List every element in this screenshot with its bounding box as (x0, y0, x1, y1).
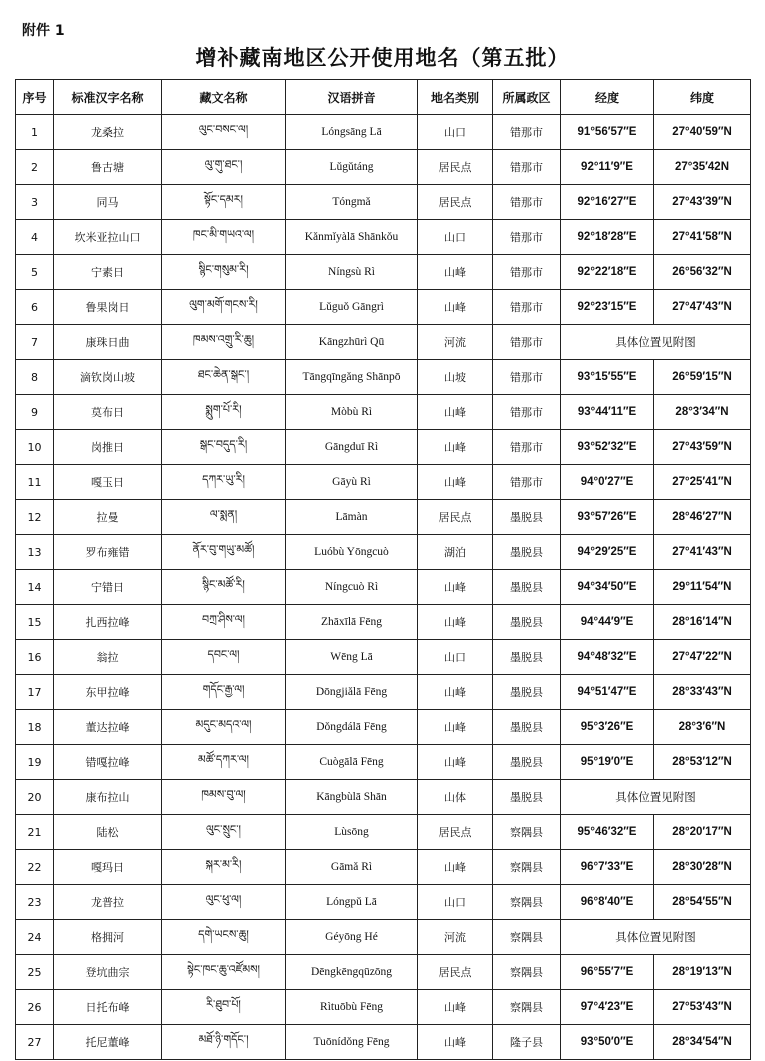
pinyin-cell: Luóbù Yōngcuò (286, 535, 418, 570)
latitude-cell: 26°56′32″N (654, 255, 751, 290)
longitude-cell: 94°48′32″E (561, 640, 654, 675)
pinyin-cell: Dōngjiǎlā Fēng (286, 675, 418, 710)
tibetan-name-cell: སྨུག་པོ་རི། (162, 395, 286, 430)
table-row (16, 360, 751, 395)
chinese-name-cell: 嘎玉日 (54, 465, 162, 500)
longitude-cell: 95°19′0″E (561, 745, 654, 780)
table-row (16, 255, 751, 290)
category-cell: 居民点 (418, 955, 493, 990)
row-number: 13 (16, 535, 54, 570)
category-cell: 山峰 (418, 465, 493, 500)
longitude-cell: 97°4′23″E (561, 990, 654, 1025)
category-cell: 山峰 (418, 710, 493, 745)
table-row (16, 150, 751, 185)
admin-region-cell: 察隅县 (493, 955, 561, 990)
category-cell: 河流 (418, 920, 493, 955)
admin-region-cell: 墨脱县 (493, 535, 561, 570)
table-row (16, 535, 751, 570)
pinyin-cell: Lùsōng (286, 815, 418, 850)
admin-region-cell: 错那市 (493, 220, 561, 255)
latitude-cell: 28°3′6″N (654, 710, 751, 745)
category-cell: 山峰 (418, 850, 493, 885)
admin-region-cell: 隆子县 (493, 1025, 561, 1060)
chinese-name-cell: 莫布日 (54, 395, 162, 430)
table-row (16, 115, 751, 150)
admin-region-cell: 察隅县 (493, 920, 561, 955)
table-row (16, 325, 751, 360)
table-row (16, 990, 751, 1025)
header-longitude: 经度 (561, 80, 654, 115)
table-row (16, 920, 751, 955)
longitude-cell: 93°50′0″E (561, 1025, 654, 1060)
location-note-cell: 具体位置见附图 (561, 920, 751, 955)
pinyin-cell: Tāngqīngǎng Shānpō (286, 360, 418, 395)
latitude-cell: 27°25′41″N (654, 465, 751, 500)
longitude-cell: 93°52′32″E (561, 430, 654, 465)
admin-region-cell: 墨脱县 (493, 500, 561, 535)
latitude-cell: 28°53′12″N (654, 745, 751, 780)
latitude-cell: 27°43′39″N (654, 185, 751, 220)
chinese-name-cell: 错嘎拉峰 (54, 745, 162, 780)
tibetan-name-cell: ལུང་ཕུ་ལ། (162, 885, 286, 920)
row-number: 19 (16, 745, 54, 780)
longitude-cell: 91°56′57″E (561, 115, 654, 150)
admin-region-cell: 察隅县 (493, 885, 561, 920)
chinese-name-cell: 岗推日 (54, 430, 162, 465)
admin-region-cell: 错那市 (493, 430, 561, 465)
table-row (16, 605, 751, 640)
category-cell: 山峰 (418, 675, 493, 710)
longitude-cell: 94°34′50″E (561, 570, 654, 605)
tibetan-name-cell: སྟོང་དམར། (162, 185, 286, 220)
table-row (16, 640, 751, 675)
chinese-name-cell: 宁素日 (54, 255, 162, 290)
table-row (16, 185, 751, 220)
pinyin-cell: Tóngmǎ (286, 185, 418, 220)
category-cell: 山峰 (418, 745, 493, 780)
table-row (16, 780, 751, 815)
longitude-cell: 92°16′27″E (561, 185, 654, 220)
row-number: 9 (16, 395, 54, 430)
row-number: 27 (16, 1025, 54, 1060)
tibetan-name-cell: སྟེང་ཁང་ཆུ་འཛོམས། (162, 955, 286, 990)
chinese-name-cell: 宁错日 (54, 570, 162, 605)
chinese-name-cell: 龙桑拉 (54, 115, 162, 150)
admin-region-cell: 错那市 (493, 115, 561, 150)
chinese-name-cell: 陆松 (54, 815, 162, 850)
latitude-cell: 28°33′43″N (654, 675, 751, 710)
row-number: 22 (16, 850, 54, 885)
latitude-cell: 27°43′59″N (654, 430, 751, 465)
longitude-cell: 92°11′9″E (561, 150, 654, 185)
category-cell: 山口 (418, 220, 493, 255)
pinyin-cell: Lǔgǔtáng (286, 150, 418, 185)
longitude-cell: 94°44′9″E (561, 605, 654, 640)
tibetan-name-cell: དབང་ལ། (162, 640, 286, 675)
table-row (16, 430, 751, 465)
longitude-cell: 92°18′28″E (561, 220, 654, 255)
longitude-cell: 94°29′25″E (561, 535, 654, 570)
tibetan-name-cell: དཀར་ཡུ་རི། (162, 465, 286, 500)
chinese-name-cell: 坎米亚拉山口 (54, 220, 162, 255)
tibetan-name-cell: ལ་སྨན། (162, 500, 286, 535)
table-row (16, 395, 751, 430)
admin-region-cell: 错那市 (493, 465, 561, 500)
latitude-cell: 27°41′43″N (654, 535, 751, 570)
chinese-name-cell: 龙普拉 (54, 885, 162, 920)
latitude-cell: 28°20′17″N (654, 815, 751, 850)
longitude-cell: 96°7′33″E (561, 850, 654, 885)
row-number: 16 (16, 640, 54, 675)
category-cell: 居民点 (418, 500, 493, 535)
row-number: 21 (16, 815, 54, 850)
category-cell: 山口 (418, 885, 493, 920)
table-row (16, 500, 751, 535)
category-cell: 居民点 (418, 150, 493, 185)
longitude-cell: 95°46′32″E (561, 815, 654, 850)
attachment-label: 附件 1 (22, 23, 65, 39)
tibetan-name-cell: མཐོ་ཉི་གདོང་། (162, 1025, 286, 1060)
latitude-cell: 27°47′22″N (654, 640, 751, 675)
row-number: 7 (16, 325, 54, 360)
pinyin-cell: Níngcuò Rì (286, 570, 418, 605)
row-number: 24 (16, 920, 54, 955)
admin-region-cell: 墨脱县 (493, 780, 561, 815)
row-number: 12 (16, 500, 54, 535)
pinyin-cell: Dēngkēngqūzōng (286, 955, 418, 990)
category-cell: 山峰 (418, 570, 493, 605)
admin-region-cell: 墨脱县 (493, 745, 561, 780)
header-no: 序号 (16, 80, 54, 115)
chinese-name-cell: 日托布峰 (54, 990, 162, 1025)
longitude-cell: 96°8′40″E (561, 885, 654, 920)
latitude-cell: 27°41′58″N (654, 220, 751, 255)
tibetan-name-cell: སྐར་མ་རི། (162, 850, 286, 885)
latitude-cell: 27°40′59″N (654, 115, 751, 150)
pinyin-cell: Cuògālā Fēng (286, 745, 418, 780)
chinese-name-cell: 东甲拉峰 (54, 675, 162, 710)
longitude-cell: 93°15′55″E (561, 360, 654, 395)
latitude-cell: 26°59′15″N (654, 360, 751, 395)
chinese-name-cell: 同马 (54, 185, 162, 220)
chinese-name-cell: 鲁果岗日 (54, 290, 162, 325)
tibetan-name-cell: ལུ་གུ་ཐང་། (162, 150, 286, 185)
table-row (16, 465, 751, 500)
header-tibetan-name: 藏文名称 (162, 80, 286, 115)
admin-region-cell: 察隅县 (493, 990, 561, 1025)
longitude-cell: 92°22′18″E (561, 255, 654, 290)
table-row (16, 815, 751, 850)
longitude-cell: 93°57′26″E (561, 500, 654, 535)
row-number: 17 (16, 675, 54, 710)
pinyin-cell: Lóngpǔ Lā (286, 885, 418, 920)
admin-region-cell: 墨脱县 (493, 605, 561, 640)
row-number: 10 (16, 430, 54, 465)
chinese-name-cell: 翁拉 (54, 640, 162, 675)
admin-region-cell: 错那市 (493, 395, 561, 430)
tibetan-name-cell: ནོར་བུ་གཡུ་མཚོ། (162, 535, 286, 570)
row-number: 26 (16, 990, 54, 1025)
admin-region-cell: 错那市 (493, 290, 561, 325)
tibetan-name-cell: ལུང་སྲུང་། (162, 815, 286, 850)
admin-region-cell: 墨脱县 (493, 675, 561, 710)
pinyin-cell: Zhāxīlā Fēng (286, 605, 418, 640)
row-number: 20 (16, 780, 54, 815)
chinese-name-cell: 董达拉峰 (54, 710, 162, 745)
category-cell: 山峰 (418, 990, 493, 1025)
tibetan-name-cell: ཁམས་བུ་ལ། (162, 780, 286, 815)
pinyin-cell: Níngsù Rì (286, 255, 418, 290)
category-cell: 河流 (418, 325, 493, 360)
chinese-name-cell: 登坑曲宗 (54, 955, 162, 990)
admin-region-cell: 察隅县 (493, 815, 561, 850)
row-number: 15 (16, 605, 54, 640)
category-cell: 山峰 (418, 1025, 493, 1060)
row-number: 23 (16, 885, 54, 920)
pinyin-cell: Tuōnídǒng Fēng (286, 1025, 418, 1060)
chinese-name-cell: 拉曼 (54, 500, 162, 535)
tibetan-name-cell: མདུང་མདའ་ལ། (162, 710, 286, 745)
location-note-cell: 具体位置见附图 (561, 780, 751, 815)
row-number: 4 (16, 220, 54, 255)
page-title: 增补藏南地区公开使用地名（第五批） (195, 45, 570, 70)
tibetan-name-cell: ལུང་བསང་ལ། (162, 115, 286, 150)
admin-region-cell: 错那市 (493, 150, 561, 185)
tibetan-name-cell: བཀྲ་ཤིས་ལ། (162, 605, 286, 640)
table-body (16, 115, 751, 1060)
tibetan-name-cell: སྒང་བདུད་རི། (162, 430, 286, 465)
longitude-cell: 92°23′15″E (561, 290, 654, 325)
chinese-name-cell: 扎西拉峰 (54, 605, 162, 640)
chinese-name-cell: 康珠日曲 (54, 325, 162, 360)
header-chinese-name: 标准汉字名称 (54, 80, 162, 115)
chinese-name-cell: 嘎玛日 (54, 850, 162, 885)
pinyin-cell: Wēng Lā (286, 640, 418, 675)
category-cell: 山口 (418, 640, 493, 675)
row-number: 6 (16, 290, 54, 325)
admin-region-cell: 墨脱县 (493, 570, 561, 605)
tibetan-name-cell: སྙིང་མཚོ་རི། (162, 570, 286, 605)
admin-region-cell: 错那市 (493, 360, 561, 395)
chinese-name-cell: 康布拉山 (54, 780, 162, 815)
pinyin-cell: Rìtuōbù Fēng (286, 990, 418, 1025)
pinyin-cell: Kāngbùlā Shān (286, 780, 418, 815)
latitude-cell: 28°54′55″N (654, 885, 751, 920)
admin-region-cell: 错那市 (493, 255, 561, 290)
table-row (16, 710, 751, 745)
admin-region-cell: 墨脱县 (493, 710, 561, 745)
latitude-cell: 28°16′14″N (654, 605, 751, 640)
row-number: 8 (16, 360, 54, 395)
latitude-cell: 28°19′13″N (654, 955, 751, 990)
category-cell: 山体 (418, 780, 493, 815)
longitude-cell: 94°51′47″E (561, 675, 654, 710)
pinyin-cell: Gāyù Rì (286, 465, 418, 500)
category-cell: 湖泊 (418, 535, 493, 570)
category-cell: 山坡 (418, 360, 493, 395)
admin-region-cell: 察隅县 (493, 850, 561, 885)
latitude-cell: 28°46′27″N (654, 500, 751, 535)
tibetan-name-cell: ཁམས་འགྲུ་རི་ཆུ། (162, 325, 286, 360)
location-note-cell: 具体位置见附图 (561, 325, 751, 360)
place-names-table (15, 79, 751, 1060)
category-cell: 山峰 (418, 255, 493, 290)
tibetan-name-cell: དགེ་ཡངས་ཆུ། (162, 920, 286, 955)
table-row (16, 745, 751, 780)
latitude-cell: 29°11′54″N (654, 570, 751, 605)
latitude-cell: 27°53′43″N (654, 990, 751, 1025)
row-number: 14 (16, 570, 54, 605)
category-cell: 山口 (418, 115, 493, 150)
category-cell: 山峰 (418, 395, 493, 430)
header-category: 地名类别 (418, 80, 493, 115)
pinyin-cell: Gāngduī Rì (286, 430, 418, 465)
latitude-cell: 27°35′42N (654, 150, 751, 185)
tibetan-name-cell: ཁང་མི་གཡའ་ལ། (162, 220, 286, 255)
row-number: 25 (16, 955, 54, 990)
row-number: 2 (16, 150, 54, 185)
pinyin-cell: Dǒngdálā Fēng (286, 710, 418, 745)
chinese-name-cell: 罗布雍错 (54, 535, 162, 570)
pinyin-cell: Kāngzhūrì Qū (286, 325, 418, 360)
category-cell: 山峰 (418, 430, 493, 465)
category-cell: 居民点 (418, 185, 493, 220)
longitude-cell: 93°44′11″E (561, 395, 654, 430)
row-number: 18 (16, 710, 54, 745)
row-number: 1 (16, 115, 54, 150)
category-cell: 居民点 (418, 815, 493, 850)
table-row (16, 955, 751, 990)
table-header-row (16, 80, 751, 115)
admin-region-cell: 墨脱县 (493, 640, 561, 675)
category-cell: 山峰 (418, 290, 493, 325)
pinyin-cell: Lóngsāng Lā (286, 115, 418, 150)
latitude-cell: 28°3′34″N (654, 395, 751, 430)
table-row (16, 220, 751, 255)
row-number: 5 (16, 255, 54, 290)
table-row (16, 1025, 751, 1060)
tibetan-name-cell: གདོང་རྒྱ་ལ། (162, 675, 286, 710)
chinese-name-cell: 鲁古塘 (54, 150, 162, 185)
longitude-cell: 95°3′26″E (561, 710, 654, 745)
chinese-name-cell: 托尼董峰 (54, 1025, 162, 1060)
tibetan-name-cell: སྙིང་གསུམ་རི། (162, 255, 286, 290)
table-row (16, 675, 751, 710)
admin-region-cell: 错那市 (493, 325, 561, 360)
header-latitude: 纬度 (654, 80, 751, 115)
admin-region-cell: 错那市 (493, 185, 561, 220)
row-number: 11 (16, 465, 54, 500)
latitude-cell: 27°47′43″N (654, 290, 751, 325)
longitude-cell: 96°55′7″E (561, 955, 654, 990)
pinyin-cell: Mòbù Rì (286, 395, 418, 430)
pinyin-cell: Kǎnmǐyàlā Shānkǒu (286, 220, 418, 255)
chinese-name-cell: 滴钦岗山坡 (54, 360, 162, 395)
category-cell: 山峰 (418, 605, 493, 640)
longitude-cell: 94°0′27″E (561, 465, 654, 500)
tibetan-name-cell: ལུག་མགོ་གངས་རི། (162, 290, 286, 325)
header-admin-region: 所属政区 (493, 80, 561, 115)
table-row (16, 850, 751, 885)
tibetan-name-cell: ཐང་ཆེན་སྒང་། (162, 360, 286, 395)
row-number: 3 (16, 185, 54, 220)
table-row (16, 885, 751, 920)
tibetan-name-cell: མཚོ་དཀར་ལ། (162, 745, 286, 780)
latitude-cell: 28°34′54″N (654, 1025, 751, 1060)
pinyin-cell: Lǔguǒ Gāngrì (286, 290, 418, 325)
latitude-cell: 28°30′28″N (654, 850, 751, 885)
header-pinyin: 汉语拼音 (286, 80, 418, 115)
pinyin-cell: Géyōng Hé (286, 920, 418, 955)
tibetan-name-cell: རི་ཐུབ་པོ། (162, 990, 286, 1025)
pinyin-cell: Lāmàn (286, 500, 418, 535)
table-row (16, 570, 751, 605)
chinese-name-cell: 格拥河 (54, 920, 162, 955)
table-row (16, 290, 751, 325)
pinyin-cell: Gāmǎ Rì (286, 850, 418, 885)
